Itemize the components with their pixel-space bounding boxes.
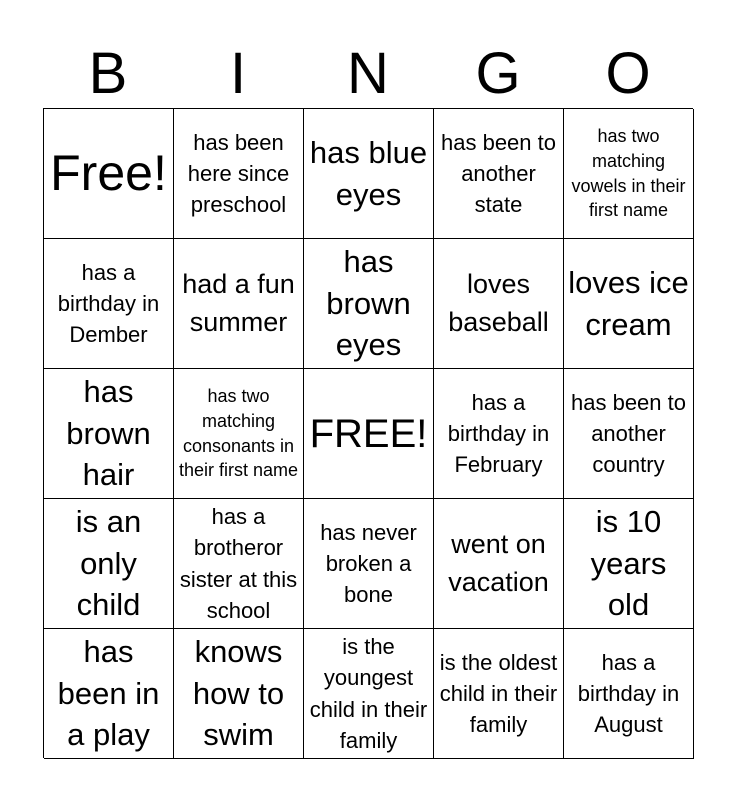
header-letter-g: G [475, 41, 521, 106]
bingo-cell[interactable] [434, 109, 564, 239]
bingo-cell[interactable] [174, 369, 304, 499]
bingo-cell[interactable] [564, 239, 694, 369]
bingo-cell[interactable] [174, 109, 304, 239]
cell-text: is the oldest child in their family [439, 649, 558, 738]
cell-text: went on vacation [448, 528, 549, 597]
cell-text: has been here since preschool [187, 129, 290, 218]
bingo-cell[interactable] [564, 499, 694, 629]
cell-text: has a birthday in February [447, 389, 550, 478]
bingo-cell[interactable] [304, 239, 434, 369]
cell-text: has never broken a bone [320, 519, 417, 608]
bingo-cell[interactable] [44, 499, 174, 629]
cell-text: has a brotheror sister at this school [179, 504, 298, 623]
bingo-cell[interactable] [564, 109, 694, 239]
bingo-header [43, 42, 693, 106]
cell-text: has been to another country [571, 389, 686, 478]
cell-text: has a birthday in Dember [57, 259, 160, 348]
bingo-cell-free[interactable] [304, 369, 434, 499]
bingo-cell[interactable] [174, 499, 304, 629]
bingo-cell[interactable] [44, 629, 174, 759]
header-letter-i: I [229, 41, 247, 106]
cell-text: has blue eyes [309, 134, 428, 212]
cell-text: loves baseball [448, 268, 549, 337]
bingo-cell[interactable] [434, 499, 564, 629]
bingo-cell-free[interactable] [44, 109, 174, 239]
bingo-board [43, 108, 693, 758]
bingo-cell[interactable] [304, 109, 434, 239]
cell-text: is 10 years old [590, 503, 667, 623]
cell-text: knows how to swim [192, 633, 285, 753]
bingo-cell[interactable] [564, 629, 694, 759]
cell-text: has two matching vowels in their first name [571, 125, 686, 221]
cell-text: has brown eyes [326, 243, 411, 363]
bingo-cell[interactable] [304, 499, 434, 629]
bingo-cell[interactable] [434, 369, 564, 499]
header-letter-b: B [88, 41, 128, 106]
header-letter-n: N [347, 41, 389, 106]
bingo-cell[interactable] [174, 629, 304, 759]
bingo-cell[interactable] [434, 629, 564, 759]
cell-text: has brown hair [66, 373, 151, 493]
cell-text: is an only child [75, 503, 142, 623]
cell-text: had a fun summer [182, 268, 295, 337]
header-letter-o: O [605, 41, 651, 106]
bingo-cell[interactable] [174, 239, 304, 369]
cell-text: has a birthday in August [577, 649, 680, 738]
cell-text: has been to another state [441, 129, 556, 218]
cell-text: has two matching consonants in their first name [178, 385, 299, 481]
cell-text: has been in a play [57, 633, 160, 753]
cell-text: Free! [50, 145, 167, 201]
cell-text: loves ice cream [568, 264, 689, 342]
bingo-cell[interactable] [44, 369, 174, 499]
bingo-cell[interactable] [44, 239, 174, 369]
cell-text: is the youngest child in their family [309, 634, 428, 753]
cell-text: FREE! [309, 411, 428, 456]
bingo-cell[interactable] [564, 369, 694, 499]
bingo-cell[interactable] [304, 629, 434, 759]
bingo-cell[interactable] [434, 239, 564, 369]
